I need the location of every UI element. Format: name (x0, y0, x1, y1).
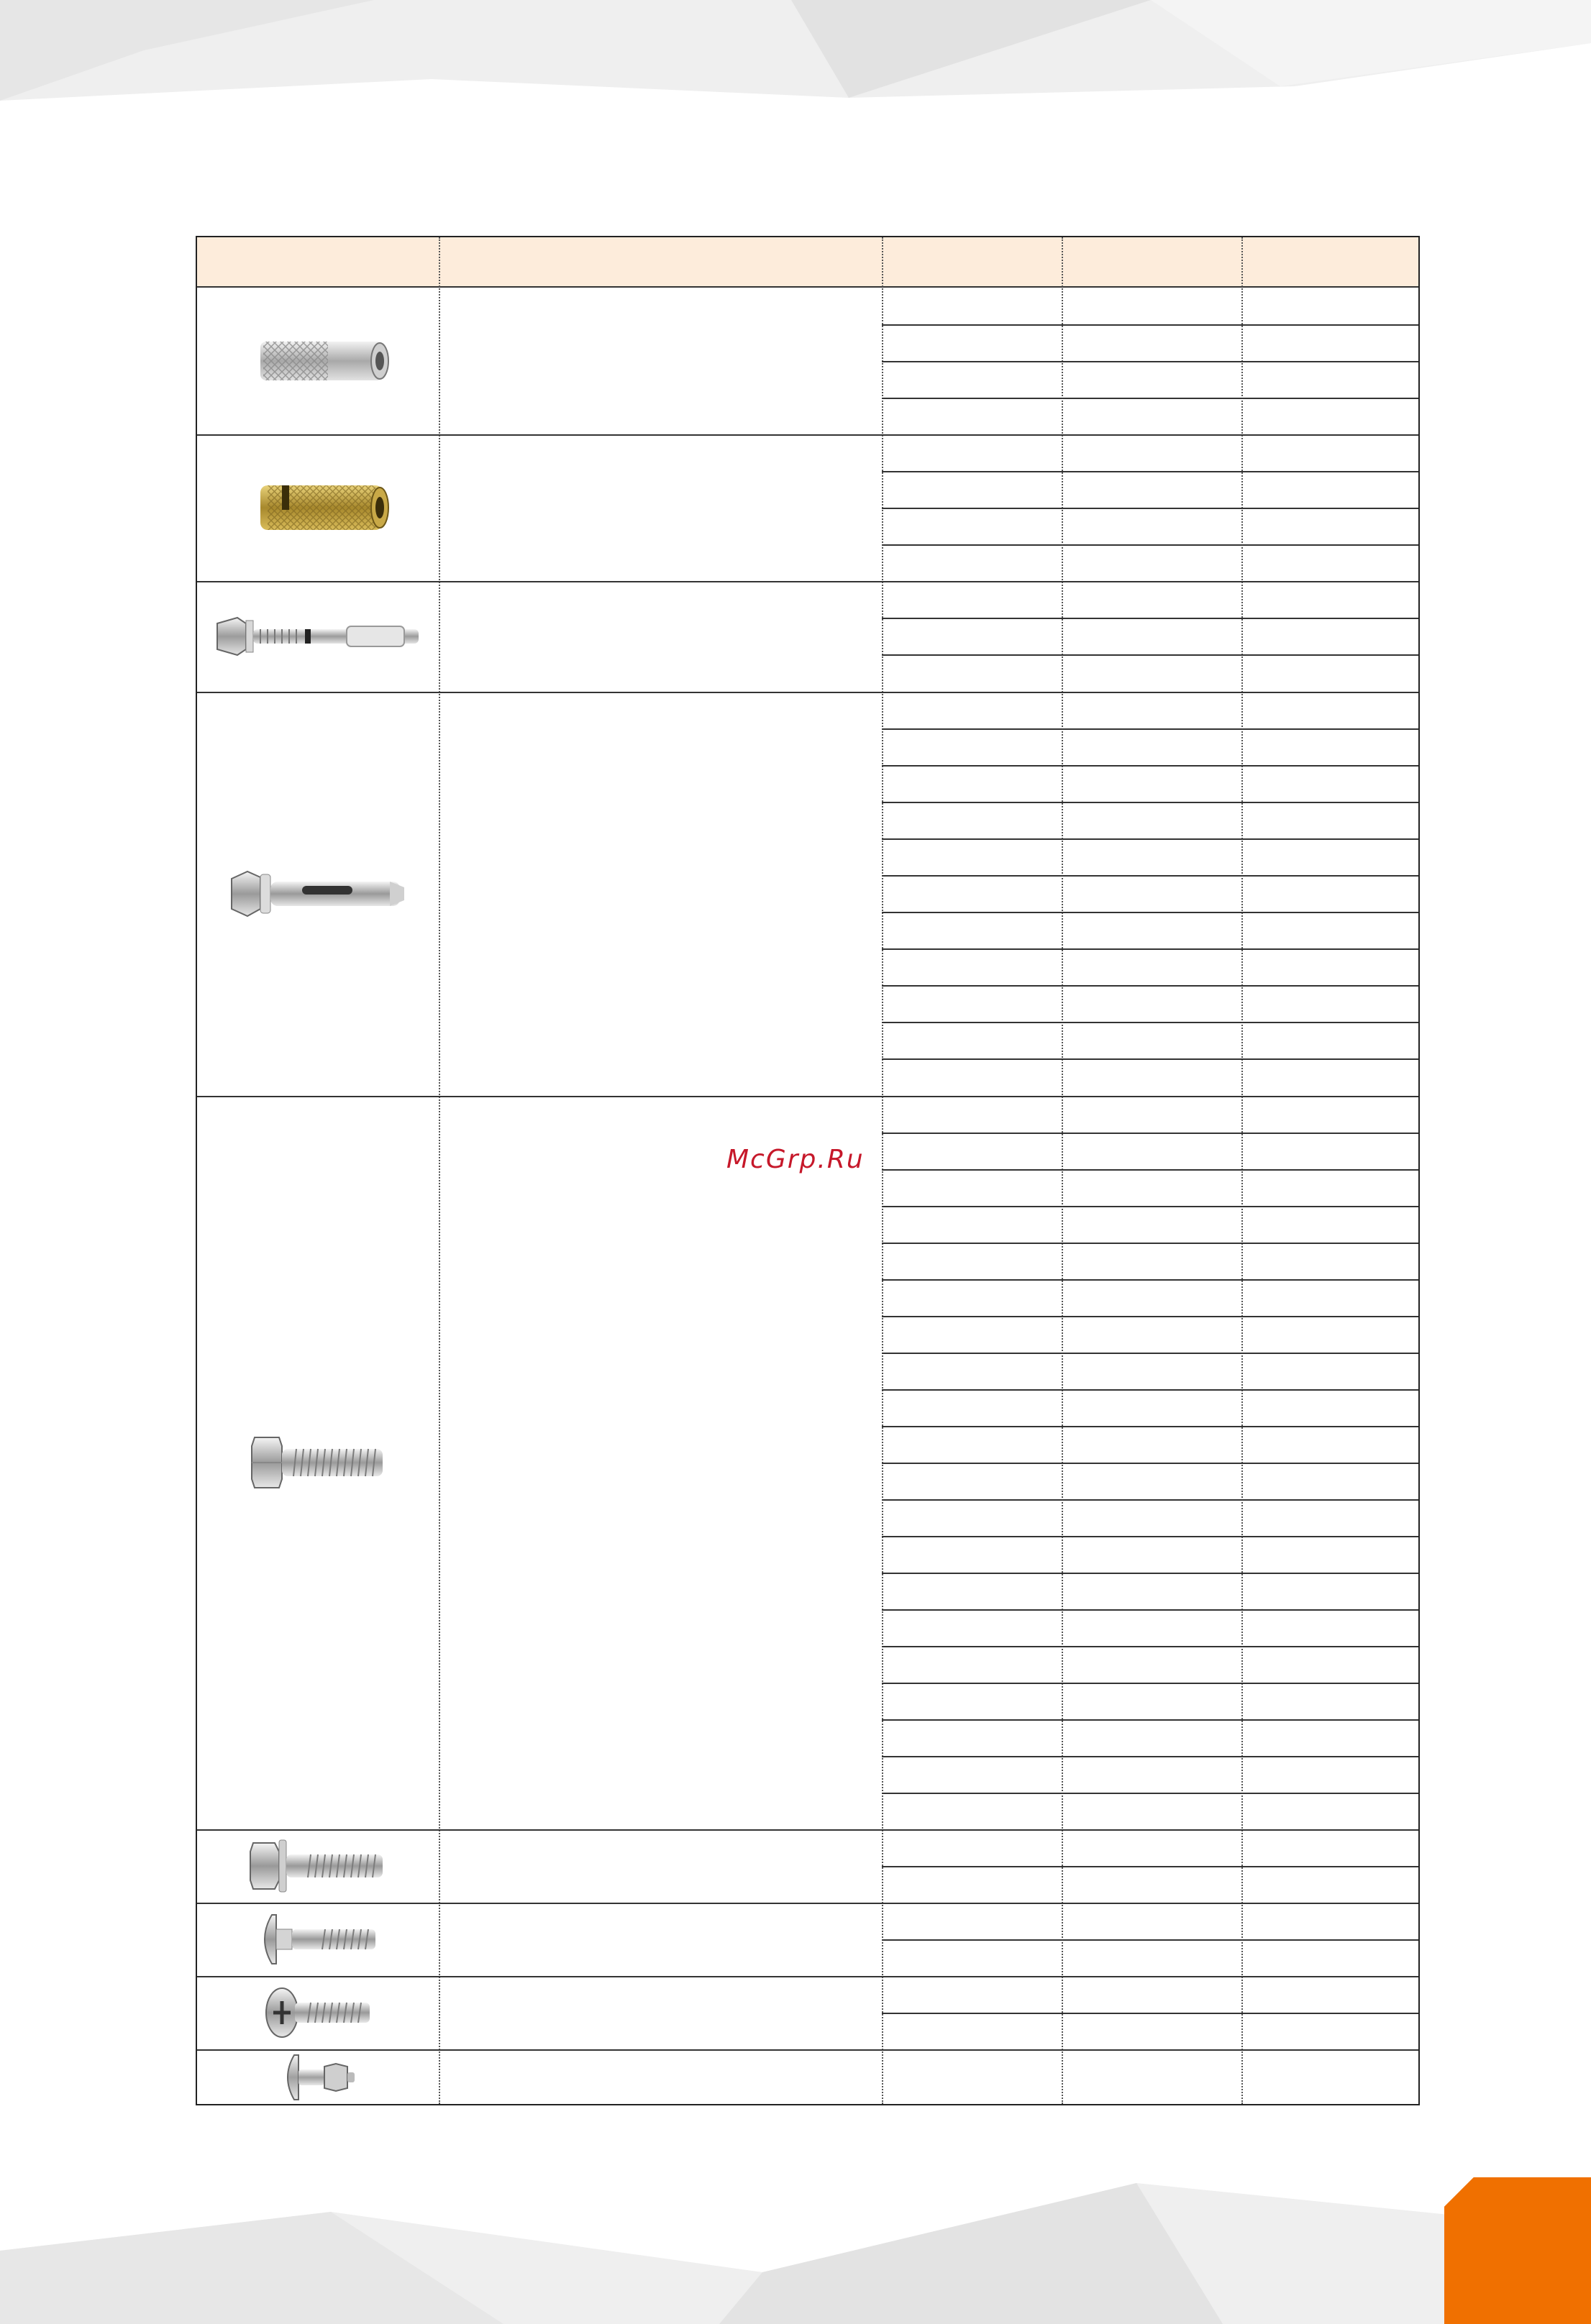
wedge-anchor-bolt-icon (210, 608, 426, 665)
row-divider (882, 1463, 1418, 1464)
row-divider (882, 765, 1418, 767)
row-divider (882, 1426, 1418, 1427)
hex-bolt-icon (246, 1430, 390, 1495)
product-image-flange-bolt (197, 1829, 439, 1903)
row-divider (882, 1756, 1418, 1757)
phillips-screw-icon (260, 1982, 375, 2043)
row-divider (882, 1206, 1418, 1207)
row-divider (882, 1279, 1418, 1281)
product-image-phillips-screw (197, 1976, 439, 2049)
row-divider (882, 398, 1418, 399)
drop-in-anchor-icon (239, 329, 397, 393)
row-divider (882, 875, 1418, 877)
sleeve-anchor-bolt-icon (224, 861, 411, 926)
row-divider (882, 1058, 1418, 1060)
top-decoration (0, 0, 1591, 115)
row-divider (882, 1022, 1418, 1023)
mushroom-head-screw-icon (278, 2051, 357, 2104)
row-divider (882, 654, 1418, 656)
row-divider (882, 508, 1418, 509)
row-divider (882, 1499, 1418, 1501)
carriage-bolt-icon (253, 1909, 383, 1970)
row-divider (882, 1719, 1418, 1721)
row-divider (882, 802, 1418, 803)
product-image-hex-bolt (197, 1096, 439, 1829)
column-divider (439, 237, 440, 2104)
row-divider (882, 1573, 1418, 1574)
column-divider (1062, 237, 1063, 2104)
product-image-brass-anchor (197, 434, 439, 581)
column-divider (882, 237, 883, 2104)
row-divider (882, 471, 1418, 472)
row-divider (882, 1646, 1418, 1647)
row-divider (882, 728, 1418, 730)
row-divider (882, 1389, 1418, 1391)
row-divider (882, 2013, 1418, 2014)
row-divider (882, 912, 1418, 913)
table-header (197, 237, 1418, 288)
row-divider (882, 618, 1418, 619)
row-divider (882, 1316, 1418, 1317)
product-image-carriage-bolt (197, 1903, 439, 1976)
row-divider (882, 1683, 1418, 1684)
column-divider (1241, 237, 1243, 2104)
row-divider (882, 1169, 1418, 1171)
row-divider (882, 1793, 1418, 1794)
row-divider (882, 1939, 1418, 1941)
flange-bolt-icon (246, 1836, 390, 1896)
row-divider (882, 948, 1418, 950)
brass-anchor-icon (239, 475, 397, 540)
fastener-table (196, 236, 1420, 2105)
watermark: McGrp.Ru (726, 1145, 865, 1174)
product-image-wedge-anchor (197, 581, 439, 692)
row-divider (882, 1353, 1418, 1354)
row-divider (882, 324, 1418, 326)
row-divider (882, 361, 1418, 362)
product-image-sleeve-anchor (197, 692, 439, 1096)
row-divider (882, 838, 1418, 840)
page-corner-tab (1444, 2177, 1591, 2324)
row-divider (882, 1133, 1418, 1134)
row-divider (882, 985, 1418, 987)
row-divider (882, 1536, 1418, 1537)
bottom-decoration (0, 2172, 1591, 2324)
row-divider (882, 1243, 1418, 1244)
product-image-drop-in-anchor (197, 288, 439, 434)
row-divider (882, 1609, 1418, 1611)
row-divider (882, 544, 1418, 546)
row-divider (882, 1866, 1418, 1867)
product-image-mushroom-screw (197, 2049, 439, 2105)
